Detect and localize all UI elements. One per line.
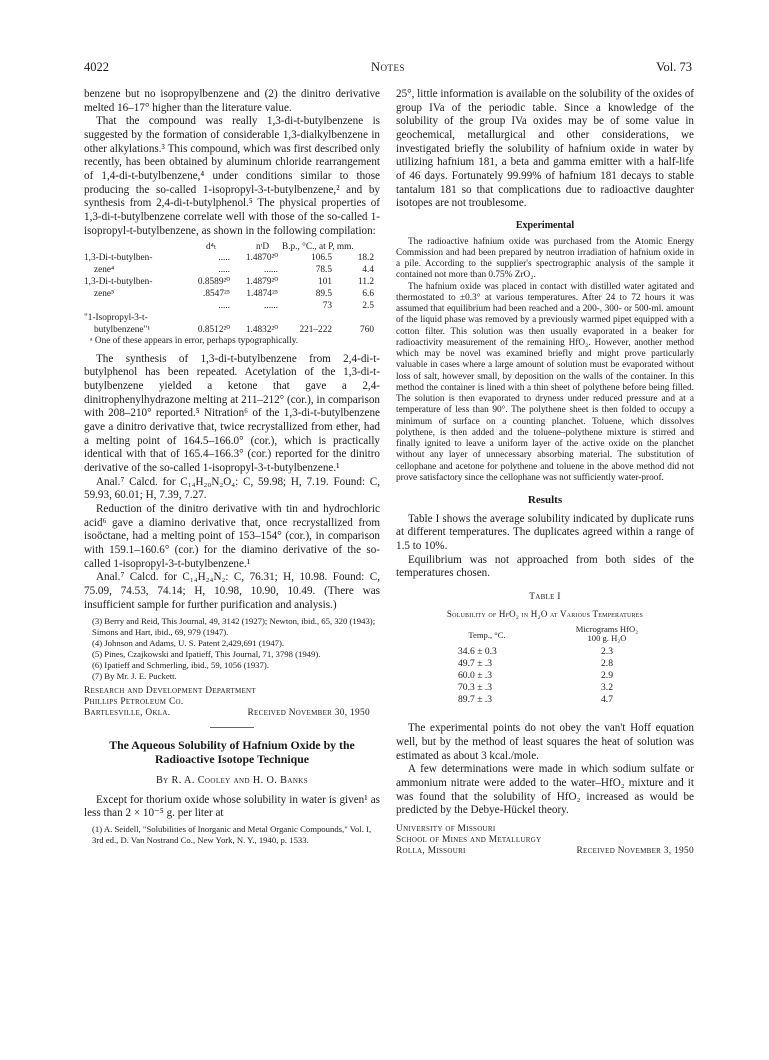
paragraph: The experimental points do not obey the van't Hoff equation well, but by the method of least squares the heat of solution was estimated as about 3 kcal./mole. xyxy=(396,722,694,762)
paragraph: The synthesis of 1,3-di-t-butylbenzene from 2,4-di-t-butylphenol has been repeated. Acetylation of the 1,3-di-t-butylbenzene yielded a ketone that gave a 2,4-dinitrophenylhydrazone melting at 211–212° (cor.), in comparison with 208–210° reported.⁵ Nitration⁶ of the 1,3-di-t-butylbenzene gave a dinitro derivative that, twice recrystallized from ether, had a melting point of 164.5–166.0° (cor.), which is practically identical with that of 165.4–166.3° (cor.) reported for the dinitro derivative of the so-called 1-isopropyl-3-t-butylbenzene.¹ xyxy=(84,352,380,474)
compilation-table xyxy=(84,253,380,336)
analysis: Anal.⁷ Calcd. for C₁₄H₂₀N₂O₄: C, 59.98; H, 7.19. Found: C, 59.93, 60.01; H, 7.39, 7.27. xyxy=(84,475,380,502)
paragraph: Except for thorium oxide whose solubility in water is given¹ as less than 2 × 10⁻⁵ g. per liter at xyxy=(84,793,380,820)
page-number: 4022 xyxy=(84,60,109,74)
paragraph: 25°, little information is available on the solubility of the oxides of group IVa of the periodic table. Since a knowledge of the solubility of the group IVa oxides may be of some value in geochemical, metallurgical and other considerations, we investigated briefly the solubility of hafnium oxide in water by utilizing hafnium 181, a beta and gamma emitter with a half-life of 46 days. Fortunately 99.99% of hafnium 181 decays to stable tantalum 181 so that complications due to radioactive daughter isotopes are not troublesome. xyxy=(396,88,694,210)
left-column xyxy=(84,88,380,846)
footnotes xyxy=(84,616,380,681)
divider xyxy=(210,727,254,728)
affiliation: Research and Development Department Phillips Petroleum Co. Bartlesville, Okla. Received November 30, 1950 xyxy=(84,685,370,718)
table-row: 1,3-Di-t-butylben- 0.8589²⁰ 1.4879²⁰ 101 11.2 xyxy=(84,277,374,287)
paragraph: Table I shows the average solubility indicated by duplicate runs at different temperatures. The duplicates agreed within a range of 1.5 to 10%. xyxy=(396,512,694,553)
received-date: Received November 30, 1950 xyxy=(247,707,370,718)
table-row: 60.0 ± .3 2.9 xyxy=(458,670,613,682)
table-row: zene⁵ .8547²⁵ 1.4874²⁵ 89.5 6.6 xyxy=(94,288,374,299)
footnote: (7) By Mr. J. E. Puckett. xyxy=(92,670,177,681)
article-title: The Aqueous Solubility of Hafnium Oxide by the Radioactive Isotope Technique xyxy=(109,737,355,766)
paragraph: Reduction of the dinitro derivative with tin and hydrochloric acid⁶ gave a diamino derivative that, once recrystallized from isoöctane, had a melting point of 153–154° (cor.), in comparison with 159.1–160.6° (cor.) for the diamino derivative of the so-called 1-isopropyl-3-t-butylbenzene.¹ xyxy=(84,502,380,570)
col-boiling-point: B.p., °C., at P, mm. xyxy=(282,242,354,253)
footnote: (6) Ipatieff and Schmerling, ibid., 59, 1056 (1937). xyxy=(92,659,269,670)
table-row: butylbenzene"¹ 0.8512²⁰ 1.4832²⁰ 221–222 760 xyxy=(94,324,374,335)
table-row: 1,3-Di-t-butylben- ..... 1.4870²⁰ 106.5 18.2 xyxy=(84,253,374,264)
footnote: (4) Johnson and Adams, U. S. Patent 2,429,691 (1947). xyxy=(92,638,285,649)
paragraph: The hafnium oxide was placed in contact with distilled water agitated and thermostated to ±0.3° at various temperatures. After 24 to 72 hours it was assumed that equilibrium had been reached and a 200-, 300- or 500-ml. amount of the liquid phase was removed by a previously warmed pipet equipped with a cotton filter. This solution was then usually evaporated in a beaker for radioactivity measurement of the remaining HfO₂. However, another method which may be novel was examined briefly and might prove particularly valuable in cases where a large amount of solution must be evaporated without loss of salt, however small, by deposition on the walls of the container. In this method the container is lined with a thin sheet of polythene before being filled. The solution is then evaporated to dryness under reduced pressure and at a temperature of less than 90°. The polythene sheet is then folded to occupy a minimum of surface on a counting planchet. Toluene, which dissolves polythene, is then added and the toluene–polythene mixture is stirred and finally ignited to leave a uniform layer of the active oxide on the planchet without any layer of unnecessary absorbing material. The substitution of cellophane and acetone for polythene and toluene in the above method did not prove satisfactory since the cellophane was not sufficiently water-proof. xyxy=(396,281,694,483)
city: Rolla, Missouri xyxy=(396,845,466,856)
section-heading: Results xyxy=(527,494,563,507)
col-micrograms-unit: 100 g. H₂O xyxy=(587,633,627,644)
col-density: d⁴ₜ xyxy=(206,242,217,253)
paragraph: benzene but no isopropylbenzene and (2) the dinitro derivative melted 16–17° higher than the literature value. xyxy=(84,88,380,114)
footnote: (3) Berry and Reid, This Journal, 49, 3142 (1927); Newton, ibid., 65, 320 (1943); Simons and Hart, ibid., 69, 979 (1947). xyxy=(92,616,376,638)
analysis: Anal.⁷ Calcd. for C₁₄H₂₄N₂: C, 76.31; H, 10.98. Found: C, 75.09, 74.53, 74.14; H, 10.98, 10.90, 10.49. (There was insufficient sample for further purification and analysis.) xyxy=(84,571,380,611)
table-row: 49.7 ± .3 2.8 xyxy=(458,658,613,670)
volume-label: Vol. 73 xyxy=(656,60,692,74)
paragraph: That the compound was really 1,3-di-t-butylbenzene is suggested by the formation of considerable 1,3-dialkylbenzene in other alkylations.³ This compound, which was first described only recently, has been obtained by aluminum chloride rearrangement of 1,4-di-t-butylbenzene,⁴ under conditions similar to those producing the so-called 1-isopropyl-3-t-butylbenzene,² and by synthesis from 2,4-di-t-butylphenol.⁵ The physical properties of 1,3-di-t-butylbenzene correlate well with those of the so-called 1-isopropyl-t-butylbenzene, as shown in the following compilation: xyxy=(84,115,380,237)
table-footnote: ᵃ One of these appears in error, perhaps typographically. xyxy=(90,336,299,347)
table-row: zene⁴ ..... ...... 78.5 4.4 xyxy=(94,265,374,276)
solubility-table xyxy=(396,624,694,706)
table-row: ..... ...... 73 2.5 xyxy=(218,300,374,311)
running-head: Notes xyxy=(370,60,406,74)
right-column xyxy=(396,88,694,857)
authors: By R. A. Cooley and H. O. Banks xyxy=(155,775,309,787)
table-row: 70.3 ± .3 3.2 xyxy=(458,682,613,694)
paragraph: Equilibrium was not approached from both sides of the temperatures chosen. xyxy=(396,553,694,580)
col-micrograms: Micrograms HfO₂ xyxy=(575,624,639,635)
col-temperature: Temp., °C. xyxy=(468,630,506,641)
table-row: 34.6 ± 0.3 2.3 xyxy=(458,646,613,658)
footnote: (1) A. Seidell, "Solubilities of Inorganic and Metal Organic Compounds," Vol. I, 3rd ed., D. Van Nostrand Co., New York, N. Y., 1940, p. 1533. xyxy=(92,824,372,845)
table-header xyxy=(396,624,694,646)
col-refractive-index: nᵗD xyxy=(256,242,270,253)
paragraph: A few determinations were made in which sodium sulfate or ammonium nitrate were added to the water–HfO₂ mixture and it was found that the solubility of HfO₂ increased as would be predicted by the Debye-Hückel theory. xyxy=(396,763,694,817)
page-header xyxy=(84,60,692,76)
affiliation: University of Missouri School of Mines and Metallurgy Rolla, Missouri Received November 3, 1950 xyxy=(396,823,694,856)
footnote: (5) Pines, Czajkowski and Ipatieff, This Journal, 71, 3798 (1949). xyxy=(92,648,321,659)
section-heading: Experimental xyxy=(515,219,575,231)
table-title: Table I xyxy=(529,592,561,602)
table-row: 89.7 ± .3 4.7 xyxy=(458,694,613,706)
received-date: Received November 3, 1950 xyxy=(576,845,694,856)
table-row: "1-Isopropyl-3-t- xyxy=(84,312,148,323)
city: Bartlesville, Okla. xyxy=(84,707,171,718)
compilation-header xyxy=(84,241,380,253)
paragraph: The radioactive hafnium oxide was purchased from the Atomic Energy Commission and had been prepared by neutron irradiation of hafnium oxide in a pile. According to the supplier's spectrographic analysis of the sample it contained not more than 0.75% ZrO₂. xyxy=(396,236,694,281)
table-caption: Solubility of HfO₂ in H₂O at Various Temperatures xyxy=(446,608,644,619)
